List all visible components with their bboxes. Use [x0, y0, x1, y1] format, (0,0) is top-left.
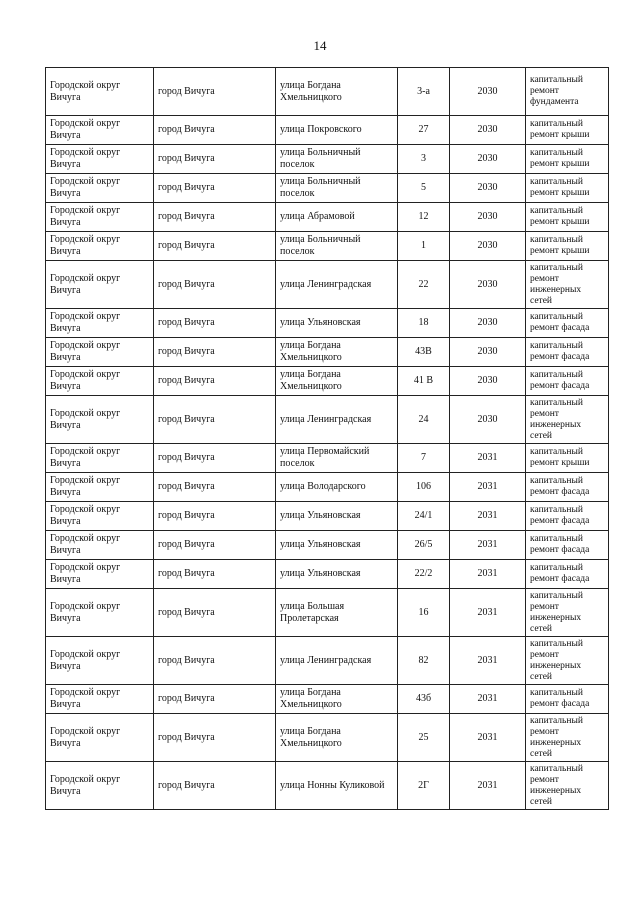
cell-district: Городской округ Вичуга: [46, 589, 154, 637]
cell-district: Городской округ Вичуга: [46, 714, 154, 762]
cell-street: улица Ленинградская: [276, 396, 398, 444]
cell-street: улица Ульяновская: [276, 560, 398, 589]
cell-year: 2030: [450, 203, 526, 232]
repair-schedule-table: [45, 67, 609, 810]
cell-city: город Вичуга: [154, 261, 276, 309]
cell-work-type: капитальный ремонт фасада: [526, 367, 609, 396]
cell-city: город Вичуга: [154, 203, 276, 232]
cell-year: 2031: [450, 714, 526, 762]
cell-house-number: 7: [398, 444, 450, 473]
cell-work-type: капитальный ремонт крыши: [526, 232, 609, 261]
cell-work-type: капитальный ремонт фасада: [526, 531, 609, 560]
table-row: [46, 762, 609, 810]
cell-year: 2030: [450, 68, 526, 116]
cell-work-type: капитальный ремонт крыши: [526, 203, 609, 232]
cell-work-type: капитальный ремонт фасада: [526, 473, 609, 502]
cell-city: город Вичуга: [154, 174, 276, 203]
cell-year: 2030: [450, 367, 526, 396]
cell-district: Городской округ Вичуга: [46, 560, 154, 589]
table-row: [46, 589, 609, 637]
cell-house-number: 3-а: [398, 68, 450, 116]
cell-district: Городской округ Вичуга: [46, 309, 154, 338]
cell-city: город Вичуга: [154, 473, 276, 502]
cell-house-number: 24: [398, 396, 450, 444]
table-row: [46, 68, 609, 116]
cell-year: 2030: [450, 116, 526, 145]
cell-house-number: 25: [398, 714, 450, 762]
cell-year: 2030: [450, 396, 526, 444]
cell-street: улица Богдана Хмельницкого: [276, 685, 398, 714]
cell-street: улица Ульяновская: [276, 309, 398, 338]
cell-house-number: 1: [398, 232, 450, 261]
cell-street: улица Богдана Хмельницкого: [276, 714, 398, 762]
cell-street: улица Абрамовой: [276, 203, 398, 232]
table-row: [46, 232, 609, 261]
cell-house-number: 22/2: [398, 560, 450, 589]
cell-street: улица Нонны Куликовой: [276, 762, 398, 810]
cell-district: Городской округ Вичуга: [46, 203, 154, 232]
cell-year: 2031: [450, 531, 526, 560]
table-row: [46, 637, 609, 685]
table-row: [46, 367, 609, 396]
table-row: [46, 145, 609, 174]
cell-house-number: 106: [398, 473, 450, 502]
cell-house-number: 5: [398, 174, 450, 203]
cell-house-number: 3: [398, 145, 450, 174]
cell-street: улица Богдана Хмельницкого: [276, 338, 398, 367]
cell-city: город Вичуга: [154, 762, 276, 810]
cell-street: улица Покровского: [276, 116, 398, 145]
cell-work-type: капитальный ремонт фасада: [526, 309, 609, 338]
cell-year: 2031: [450, 762, 526, 810]
cell-year: 2030: [450, 174, 526, 203]
table-body: [46, 68, 609, 810]
table-row: [46, 444, 609, 473]
table-row: [46, 396, 609, 444]
cell-district: Городской округ Вичуга: [46, 685, 154, 714]
table-row: [46, 261, 609, 309]
cell-work-type: капитальный ремонт фасада: [526, 338, 609, 367]
cell-district: Городской округ Вичуга: [46, 762, 154, 810]
cell-city: город Вичуга: [154, 338, 276, 367]
cell-house-number: 26/5: [398, 531, 450, 560]
cell-district: Городской округ Вичуга: [46, 338, 154, 367]
cell-house-number: 2Г: [398, 762, 450, 810]
cell-district: Городской округ Вичуга: [46, 145, 154, 174]
cell-street: улица Ленинградская: [276, 637, 398, 685]
cell-district: Городской округ Вичуга: [46, 531, 154, 560]
cell-street: улица Ульяновская: [276, 502, 398, 531]
table-row: [46, 560, 609, 589]
cell-street: улица Первомайский поселок: [276, 444, 398, 473]
table-row: [46, 116, 609, 145]
cell-house-number: 27: [398, 116, 450, 145]
cell-city: город Вичуга: [154, 396, 276, 444]
cell-work-type: капитальный ремонт инженерных сетей: [526, 762, 609, 810]
cell-work-type: капитальный ремонт фундамента: [526, 68, 609, 116]
cell-district: Городской округ Вичуга: [46, 637, 154, 685]
cell-work-type: капитальный ремонт инженерных сетей: [526, 714, 609, 762]
cell-street: улица Большая Пролетарская: [276, 589, 398, 637]
cell-house-number: 43б: [398, 685, 450, 714]
cell-district: Городской округ Вичуга: [46, 502, 154, 531]
cell-city: город Вичуга: [154, 714, 276, 762]
cell-street: улица Богдана Хмельницкого: [276, 367, 398, 396]
cell-work-type: капитальный ремонт фасада: [526, 502, 609, 531]
cell-house-number: 16: [398, 589, 450, 637]
cell-district: Городской округ Вичуга: [46, 444, 154, 473]
cell-street: улица Ленинградская: [276, 261, 398, 309]
cell-year: 2031: [450, 589, 526, 637]
cell-work-type: капитальный ремонт крыши: [526, 174, 609, 203]
cell-house-number: 41 В: [398, 367, 450, 396]
cell-city: город Вичуга: [154, 367, 276, 396]
cell-year: 2030: [450, 309, 526, 338]
cell-street: улица Ульяновская: [276, 531, 398, 560]
cell-city: город Вичуга: [154, 444, 276, 473]
cell-house-number: 43В: [398, 338, 450, 367]
cell-city: город Вичуга: [154, 589, 276, 637]
cell-year: 2030: [450, 261, 526, 309]
cell-city: город Вичуга: [154, 531, 276, 560]
cell-work-type: капитальный ремонт инженерных сетей: [526, 396, 609, 444]
cell-district: Городской округ Вичуга: [46, 68, 154, 116]
page-number: 14: [313, 38, 327, 53]
table-row: [46, 685, 609, 714]
cell-work-type: капитальный ремонт крыши: [526, 444, 609, 473]
table-row: [46, 338, 609, 367]
table-row: [46, 502, 609, 531]
cell-house-number: 22: [398, 261, 450, 309]
cell-district: Городской округ Вичуга: [46, 261, 154, 309]
cell-street: улица Володарского: [276, 473, 398, 502]
cell-house-number: 12: [398, 203, 450, 232]
cell-work-type: капитальный ремонт фасада: [526, 685, 609, 714]
cell-district: Городской округ Вичуга: [46, 473, 154, 502]
cell-house-number: 18: [398, 309, 450, 338]
table-row: [46, 309, 609, 338]
table-row: [46, 714, 609, 762]
cell-city: город Вичуга: [154, 116, 276, 145]
cell-year: 2030: [450, 145, 526, 174]
cell-city: город Вичуга: [154, 560, 276, 589]
cell-district: Городской округ Вичуга: [46, 396, 154, 444]
cell-year: 2031: [450, 502, 526, 531]
cell-work-type: капитальный ремонт крыши: [526, 145, 609, 174]
cell-year: 2031: [450, 637, 526, 685]
table-row: [46, 174, 609, 203]
table-row: [46, 531, 609, 560]
cell-district: Городской округ Вичуга: [46, 232, 154, 261]
cell-city: город Вичуга: [154, 637, 276, 685]
cell-city: город Вичуга: [154, 309, 276, 338]
cell-work-type: капитальный ремонт фасада: [526, 560, 609, 589]
cell-work-type: капитальный ремонт крыши: [526, 116, 609, 145]
cell-year: 2030: [450, 232, 526, 261]
cell-district: Городской округ Вичуга: [46, 174, 154, 203]
cell-city: город Вичуга: [154, 502, 276, 531]
table-row: [46, 203, 609, 232]
cell-year: 2031: [450, 685, 526, 714]
cell-district: Городской округ Вичуга: [46, 367, 154, 396]
cell-house-number: 24/1: [398, 502, 450, 531]
cell-street: улица Больничный поселок: [276, 174, 398, 203]
cell-street: улица Больничный поселок: [276, 232, 398, 261]
cell-street: улица Богдана Хмельницкого: [276, 68, 398, 116]
cell-city: город Вичуга: [154, 232, 276, 261]
cell-house-number: 82: [398, 637, 450, 685]
cell-year: 2030: [450, 338, 526, 367]
cell-city: город Вичуга: [154, 145, 276, 174]
cell-city: город Вичуга: [154, 685, 276, 714]
table-row: [46, 473, 609, 502]
cell-district: Городской округ Вичуга: [46, 116, 154, 145]
cell-year: 2031: [450, 444, 526, 473]
cell-year: 2031: [450, 473, 526, 502]
cell-work-type: капитальный ремонт инженерных сетей: [526, 637, 609, 685]
cell-year: 2031: [450, 560, 526, 589]
cell-work-type: капитальный ремонт инженерных сетей: [526, 261, 609, 309]
cell-work-type: капитальный ремонт инженерных сетей: [526, 589, 609, 637]
cell-city: город Вичуга: [154, 68, 276, 116]
cell-street: улица Больничный поселок: [276, 145, 398, 174]
